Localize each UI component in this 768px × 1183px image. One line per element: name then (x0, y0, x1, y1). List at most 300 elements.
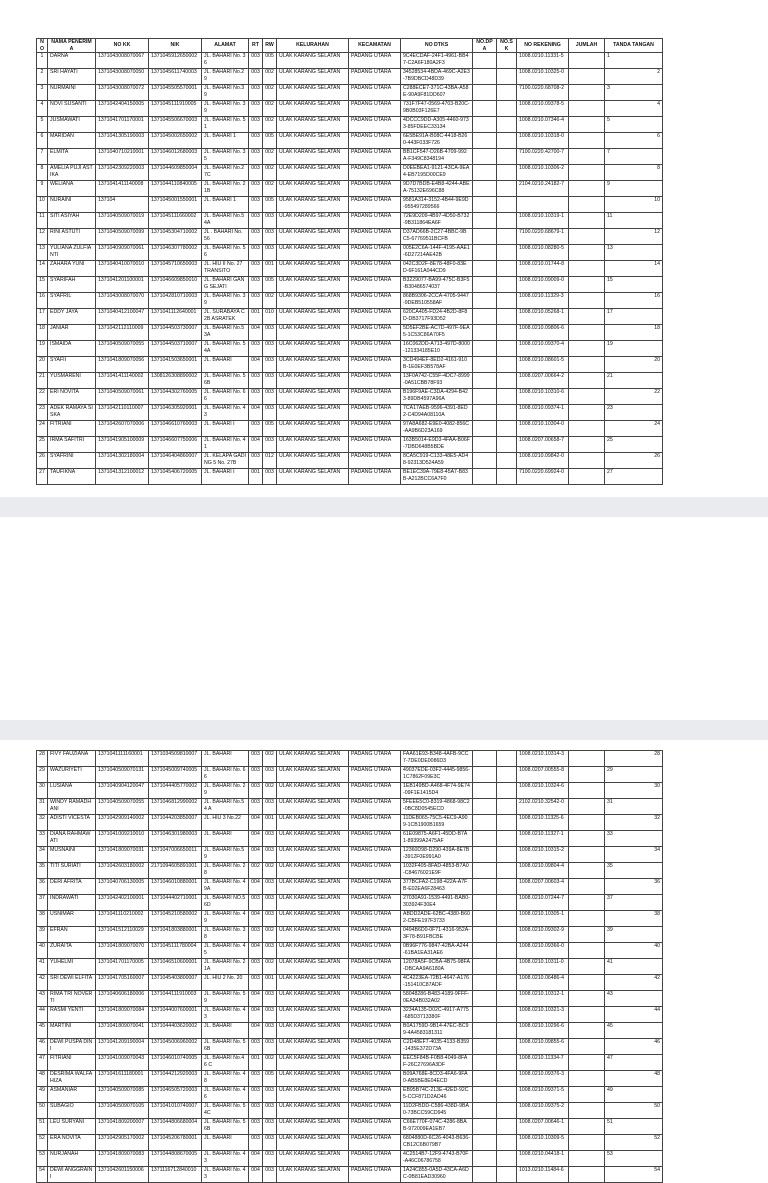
signature-cell: 16 (605, 293, 663, 309)
rt-cell: 003 (249, 117, 263, 133)
kecamatan-cell: PADANG UTARA (349, 293, 401, 309)
rt-cell: 004 (249, 357, 263, 373)
dtks-number-cell: 11DEB065-75C5-4EC9-A909-1CB1900B1659 (401, 815, 473, 831)
kecamatan-cell: PADANG UTARA (349, 117, 401, 133)
signature-cell: 36 (605, 879, 663, 895)
sk-number-cell (497, 181, 517, 197)
kk-number-cell: 1371042110110007 (96, 405, 149, 421)
sk-number-cell (497, 1023, 517, 1039)
signature-cell: 24 (605, 421, 663, 437)
kelurahan-cell: ULAK KARANG SELATAN (277, 1087, 349, 1103)
kelurahan-cell: ULAK KARANG SELATAN (277, 863, 349, 879)
signature-cell: 29 (605, 767, 663, 783)
dtks-number-cell: 97A8A682-E9E0-4082-856C-AA9B6D23A169 (401, 421, 473, 437)
signature-cell: 43 (605, 991, 663, 1007)
amount-cell (569, 309, 605, 325)
row-number-cell: 10 (37, 197, 48, 213)
account-number-cell: 1008.0207.00603-4 (517, 879, 569, 895)
dpa-number-cell (473, 1087, 497, 1103)
rw-cell: 002 (263, 751, 277, 767)
kk-number-cell: 1371040706130005 (96, 879, 149, 895)
rw-cell: 002 (263, 927, 277, 943)
kecamatan-cell: PADANG UTARA (349, 469, 401, 485)
table-row (37, 1167, 663, 1183)
page-1-blank-area (0, 517, 768, 720)
column-header: NO DTKS (401, 39, 473, 53)
dtks-number-cell: 61E09875-A6F1-45DD-B7A1-89399A2475AF (401, 831, 473, 847)
dtks-number-cell: FAA61E93-B348-4AFB-9CC7-7DE0DE0086D3 (401, 751, 473, 767)
amount-cell (569, 101, 605, 117)
row-number-cell: 25 (37, 437, 48, 453)
signature-cell: 22 (605, 389, 663, 405)
column-header: NO KK (96, 39, 149, 53)
sk-number-cell (497, 1055, 517, 1071)
kk-number-cell: 1371041809200007 (96, 1119, 149, 1135)
signature-cell: 27 (605, 469, 663, 485)
table-row (37, 53, 663, 69)
address-cell: JL. BAHARI (202, 1135, 249, 1151)
kecamatan-cell: PADANG UTARA (349, 309, 401, 325)
nik-number-cell: 1371046510600001 (149, 959, 202, 975)
kk-number-cell: 1371040509070105 (96, 1103, 149, 1119)
table-row (37, 1087, 663, 1103)
kk-number-cell: 1371042607070006 (96, 421, 149, 437)
kelurahan-cell: ULAK KARANG SELATAN (277, 197, 349, 213)
kelurahan-cell: ULAK KARANG SELATAN (277, 261, 349, 277)
account-number-cell: 1008.0207.00646-1 (517, 1119, 569, 1135)
table-row (37, 341, 663, 357)
document-page-1 (0, 0, 768, 497)
rt-cell: 003 (249, 149, 263, 165)
amount-cell (569, 277, 605, 293)
kecamatan-cell: PADANG UTARA (349, 85, 401, 101)
table-row (37, 309, 663, 325)
signature-cell: 50 (605, 1103, 663, 1119)
account-number-cell: 1008.0210.04418-1 (517, 1151, 569, 1167)
account-number-cell: 1008.0210.11325-6 (517, 815, 569, 831)
kecamatan-cell: PADANG UTARA (349, 895, 401, 911)
kecamatan-cell: PADANG UTARA (349, 1055, 401, 1071)
rw-cell: 005 (263, 421, 277, 437)
kelurahan-cell: ULAK KARANG SELATAN (277, 293, 349, 309)
rw-cell: 003 (263, 1087, 277, 1103)
kk-number-cell: 1371041512110029 (96, 927, 149, 943)
kelurahan-cell: ULAK KARANG SELATAN (277, 895, 349, 911)
sk-number-cell (497, 1007, 517, 1023)
recipient-name-cell: MARTINI (48, 1023, 96, 1039)
kecamatan-cell: PADANG UTARA (349, 943, 401, 959)
table-row (37, 991, 663, 1007)
recipient-name-cell: SYARIFAH (48, 277, 96, 293)
kk-number-cell: 1371043008070067 (96, 53, 149, 69)
sk-number-cell (497, 213, 517, 229)
column-header: KECAMATAN (349, 39, 401, 53)
dpa-number-cell (473, 1007, 497, 1023)
amount-cell (569, 1007, 605, 1023)
account-number-cell: 1008.0210.10305-1 (517, 911, 569, 927)
table-row (37, 1103, 663, 1119)
kecamatan-cell: PADANG UTARA (349, 1167, 401, 1183)
address-cell: JL. BAHARI No. 59 (202, 991, 249, 1007)
signature-cell: 5 (605, 117, 663, 133)
row-number-cell: 19 (37, 341, 48, 357)
rw-cell: 001 (263, 261, 277, 277)
kecamatan-cell: PADANG UTARA (349, 863, 401, 879)
sk-number-cell (497, 53, 517, 69)
sk-number-cell (497, 959, 517, 975)
row-number-cell: 35 (37, 863, 48, 879)
nik-number-cell: 1371044503710007 (149, 341, 202, 357)
dpa-number-cell (473, 437, 497, 453)
column-header: JUMLAH (569, 39, 605, 53)
row-number-cell: 4 (37, 101, 48, 117)
rw-cell: 005 (263, 53, 277, 69)
sk-number-cell (497, 277, 517, 293)
table-row (37, 85, 663, 101)
table-row (37, 831, 663, 847)
row-number-cell: 54 (37, 1167, 48, 1183)
kelurahan-cell: ULAK KARANG SELATAN (277, 389, 349, 405)
amount-cell (569, 975, 605, 991)
amount-cell (569, 959, 605, 975)
address-cell: JL. HIU II No. 27 TRANSITO (202, 261, 249, 277)
kecamatan-cell: PADANG UTARA (349, 1151, 401, 1167)
nik-number-cell: 1371044402710001 (149, 895, 202, 911)
dpa-number-cell (473, 453, 497, 469)
table-row (37, 453, 663, 469)
account-number-cell: 1008.0210.05268-1 (517, 309, 569, 325)
signature-cell: 1 (605, 53, 663, 69)
amount-cell (569, 895, 605, 911)
kelurahan-cell: ULAK KARANG SELATAN (277, 911, 349, 927)
dpa-number-cell (473, 1151, 497, 1167)
address-cell: JL. KELAPA GADING 5 No. 27B (202, 453, 249, 469)
dtks-number-cell: 731F7F47-0569-4703-B20C-9B0B03F126E7 (401, 101, 473, 117)
table-row (37, 101, 663, 117)
recipient-table-page-1 (36, 38, 663, 485)
account-number-cell: 2102.0210.32542-0 (517, 799, 569, 815)
kecamatan-cell: PADANG UTARA (349, 245, 401, 261)
kecamatan-cell: PADANG UTARA (349, 911, 401, 927)
kk-number-cell: 1371041009070043 (96, 1055, 149, 1071)
table-row (37, 751, 663, 767)
kelurahan-cell: ULAK KARANG SELATAN (277, 1119, 349, 1135)
recipient-table-page-2 (36, 750, 663, 1183)
address-cell: JL. BAHARI No.54 A (202, 799, 249, 815)
page-gap (0, 720, 768, 740)
amount-cell (569, 357, 605, 373)
rt-cell: 003 (249, 293, 263, 309)
table-row (37, 959, 663, 975)
kecamatan-cell: PADANG UTARA (349, 437, 401, 453)
rt-cell: 001 (249, 469, 263, 485)
kecamatan-cell: PADANG UTARA (349, 229, 401, 245)
recipient-name-cell: ZURAITA (48, 943, 96, 959)
column-header: RW (263, 39, 277, 53)
table-row (37, 181, 663, 197)
amount-cell (569, 341, 605, 357)
sk-number-cell (497, 927, 517, 943)
amount-cell (569, 229, 605, 245)
address-cell: JL. BAHARI No. 43 (202, 1151, 249, 1167)
address-cell: JL. BAHARI (202, 831, 249, 847)
dpa-number-cell (473, 863, 497, 879)
kecamatan-cell: PADANG UTARA (349, 373, 401, 389)
rw-cell: 003 (263, 245, 277, 261)
kecamatan-cell: PADANG UTARA (349, 213, 401, 229)
dtks-number-cell: 4DCCC9DD-A305-4460-9733-85FDEEC33134 (401, 117, 473, 133)
recipient-name-cell: NOVI SUSANTI (48, 101, 96, 117)
recipient-name-cell: SRI HAYATI (48, 69, 96, 85)
rw-cell: 003 (263, 1007, 277, 1023)
dtks-number-cell: BE1EC39A-79E8-45A7-B83B-A212BCC6A7F0 (401, 469, 473, 485)
rt-cell: 003 (249, 1071, 263, 1087)
signature-cell: 35 (605, 863, 663, 879)
kecamatan-cell: PADANG UTARA (349, 1135, 401, 1151)
row-number-cell: 49 (37, 1087, 48, 1103)
recipient-name-cell: NURMAINI (48, 85, 96, 101)
rt-cell: 003 (249, 389, 263, 405)
dtks-number-cell: 34528534-4BDA-469C-A2E3-7B9DBCD48D39 (401, 69, 473, 85)
rw-cell: 002 (263, 149, 277, 165)
sk-number-cell (497, 293, 517, 309)
dtks-number-cell: 12360D98-D290-439A-8E7B-3912F0E991A0 (401, 847, 473, 863)
amount-cell (569, 1167, 605, 1183)
nik-number-cell: 1371044405770002 (149, 783, 202, 799)
rt-cell: 003 (249, 1103, 263, 1119)
account-number-cell: 1008.0210.10315-2 (517, 847, 569, 863)
recipient-name-cell: ADISTI VICESTA (48, 815, 96, 831)
rt-cell: 003 (249, 799, 263, 815)
column-header: NIK (149, 39, 202, 53)
dpa-number-cell (473, 895, 497, 911)
row-number-cell: 22 (37, 389, 48, 405)
recipient-name-cell: LEU SURYANI (48, 1119, 96, 1135)
signature-cell: 39 (605, 927, 663, 943)
kelurahan-cell: ULAK KARANG SELATAN (277, 1007, 349, 1023)
kelurahan-cell: ULAK KARANG SELATAN (277, 149, 349, 165)
sk-number-cell (497, 437, 517, 453)
rt-cell: 003 (249, 751, 263, 767)
dpa-number-cell (473, 959, 497, 975)
amount-cell (569, 927, 605, 943)
kk-number-cell: 1371041411140008 (96, 181, 149, 197)
dpa-number-cell (473, 1119, 497, 1135)
dtks-number-cell: D37AD66B-2C27-4BBC-9BC5-67769511BCFB (401, 229, 473, 245)
kelurahan-cell: ULAK KARANG SELATAN (277, 165, 349, 181)
account-number-cell: 1008.0207.00664-2 (517, 373, 569, 389)
rw-cell: 002 (263, 1055, 277, 1071)
rt-cell: 003 (249, 453, 263, 469)
account-number-cell: 1008.0210.07244-7 (517, 895, 569, 911)
account-number-cell: 1008.0210.09375-2 (517, 1103, 569, 1119)
nik-number-cell: 1371045403800007 (149, 975, 202, 991)
kecamatan-cell: PADANG UTARA (349, 847, 401, 863)
dpa-number-cell (473, 357, 497, 373)
row-number-cell: 43 (37, 991, 48, 1007)
account-number-cell: 1008.0210.09370-4 (517, 341, 569, 357)
nik-number-cell: 1371044110840005 (149, 181, 202, 197)
nik-number-cell: 1371045210580002 (149, 911, 202, 927)
table-row (37, 261, 663, 277)
rw-cell: 003 (263, 847, 277, 863)
recipient-name-cell: ISMAIDA (48, 341, 96, 357)
signature-cell: 6 (605, 133, 663, 149)
dtks-number-cell: 0B96F776-9847-42BA-A244-61BA1EA31AE6 (401, 943, 473, 959)
kecamatan-cell: PADANG UTARA (349, 975, 401, 991)
signature-cell: 41 (605, 959, 663, 975)
address-cell: JL. BAHARI No. 35 (202, 149, 249, 165)
kecamatan-cell: PADANG UTARA (349, 325, 401, 341)
recipient-name-cell: DEWI ANGGRAINI (48, 1167, 96, 1183)
kk-number-cell: 1371041302180004 (96, 453, 149, 469)
kelurahan-cell: ULAK KARANG SELATAN (277, 229, 349, 245)
kelurahan-cell: ULAK KARANG SELATAN (277, 927, 349, 943)
dtks-number-cell: 13F0A742-C55F-4DC7-8999-0A51CBB78F93 (401, 373, 473, 389)
nik-number-cell: 1371045111780004 (149, 943, 202, 959)
row-number-cell: 11 (37, 213, 48, 229)
row-number-cell: 16 (37, 293, 48, 309)
kk-number-cell: 1371040710210001 (96, 149, 149, 165)
signature-cell: 9 (605, 181, 663, 197)
kecamatan-cell: PADANG UTARA (349, 101, 401, 117)
rw-cell: 003 (263, 469, 277, 485)
kk-number-cell: 1371040509070055 (96, 341, 149, 357)
row-number-cell: 41 (37, 959, 48, 975)
recipient-name-cell: TAUFIKNA (48, 469, 96, 485)
kelurahan-cell: ULAK KARANG SELATAN (277, 53, 349, 69)
kecamatan-cell: PADANG UTARA (349, 1039, 401, 1055)
signature-cell: 48 (605, 1071, 663, 1087)
row-number-cell: 52 (37, 1135, 48, 1151)
nik-number-cell: 1371046010740005 (149, 1055, 202, 1071)
account-number-cell: 7100.0220.42700-7 (517, 149, 569, 165)
table-row (37, 1071, 663, 1087)
nik-number-cell: 1371045406720005 (149, 469, 202, 485)
signature-cell: 2 (605, 69, 663, 85)
row-number-cell: 9 (37, 181, 48, 197)
dpa-number-cell (473, 767, 497, 783)
rw-cell: 002 (263, 783, 277, 799)
dtks-number-cell: 1EB149BD-A468-4F74-9E74-09F1E1415D4 (401, 783, 473, 799)
dpa-number-cell (473, 1023, 497, 1039)
nik-number-cell: 1371044007600001 (149, 1007, 202, 1023)
amount-cell (569, 783, 605, 799)
dpa-number-cell (473, 181, 497, 197)
nik-number-cell: 1371046012680003 (149, 149, 202, 165)
kelurahan-cell: ULAK KARANG SELATAN (277, 357, 349, 373)
rw-cell: 003 (263, 991, 277, 1007)
sk-number-cell (497, 879, 517, 895)
account-number-cell: 7100.0220.68708-2 (517, 85, 569, 101)
kecamatan-cell: PADANG UTARA (349, 341, 401, 357)
recipient-name-cell: DEWI PUSPA DINI (48, 1039, 96, 1055)
nik-number-cell: 1371044212920003 (149, 1071, 202, 1087)
table-row (37, 1039, 663, 1055)
row-number-cell: 31 (37, 799, 48, 815)
nik-number-cell: 1371046609850010 (149, 277, 202, 293)
kk-number-cell: 1371041809070031 (96, 847, 149, 863)
sk-number-cell (497, 69, 517, 85)
kk-number-cell: 1371040509070019 (96, 213, 149, 229)
rw-cell: 003 (263, 373, 277, 389)
kelurahan-cell: ULAK KARANG SELATAN (277, 847, 349, 863)
kk-number-cell: 1371040410070010 (96, 261, 149, 277)
kelurahan-cell: ULAK KARANG SELATAN (277, 277, 349, 293)
nik-number-cell: 1371044808670005 (149, 1151, 202, 1167)
dpa-number-cell (473, 1071, 497, 1087)
row-number-cell: 1 (37, 53, 48, 69)
dpa-number-cell (473, 847, 497, 863)
amount-cell (569, 389, 605, 405)
recipient-name-cell: SYAFII (48, 357, 96, 373)
amount-cell (569, 991, 605, 1007)
kk-number-cell: 1371040412100047 (96, 309, 149, 325)
dtks-number-cell: 58048286-B483-4189-9FFF-0EA34B032A02 (401, 991, 473, 1007)
nik-number-cell: 1371044203850007 (149, 815, 202, 831)
address-cell: JL. BAHARI No. 39 (202, 293, 249, 309)
kk-number-cell: 1371042402100001 (96, 895, 149, 911)
kecamatan-cell: PADANG UTARA (349, 453, 401, 469)
kecamatan-cell: PADANG UTARA (349, 53, 401, 69)
rt-cell: 003 (249, 165, 263, 181)
recipient-name-cell: RINI ASTUTI (48, 229, 96, 245)
rt-cell: 003 (249, 85, 263, 101)
nik-number-cell: 1371045111910005 (149, 101, 202, 117)
dtks-number-cell: 5FEEE5C0-8319-4868-98C2-0BC8D0545ECD (401, 799, 473, 815)
dpa-number-cell (473, 1135, 497, 1151)
kelurahan-cell: ULAK KARANG SELATAN (277, 943, 349, 959)
row-number-cell: 23 (37, 405, 48, 421)
sk-number-cell (497, 357, 517, 373)
account-number-cell: 1008.0210.06486-4 (517, 975, 569, 991)
document-page-2 (0, 740, 768, 1180)
kk-number-cell: 1371042601150006 (96, 1167, 149, 1183)
dpa-number-cell (473, 1039, 497, 1055)
rw-cell: 003 (263, 229, 277, 245)
dtks-number-cell: 620CA405-FD24-4B2D-8F8D-DB3717F93D52 (401, 309, 473, 325)
rt-cell: 003 (249, 959, 263, 975)
dpa-number-cell (473, 53, 497, 69)
account-number-cell: 1008.0210.10310-6 (517, 389, 569, 405)
rt-cell: 003 (249, 975, 263, 991)
dtks-number-cell: 12078A5F-9CBA-4B75-98FA-DBCAA9A6180A (401, 959, 473, 975)
address-cell: JL. BAHARI No. 21A (202, 959, 249, 975)
row-number-cell: 29 (37, 767, 48, 783)
nik-number-cell: 1371041803880001 (149, 927, 202, 943)
address-cell: JL. SURABAYA C 2B ASRATEK (202, 309, 249, 325)
kk-number-cell: 1371040509070131 (96, 767, 149, 783)
address-cell: JL. BAHARI No. 43 (202, 1007, 249, 1023)
amount-cell (569, 1119, 605, 1135)
kk-number-cell: 1371043008070050 (96, 69, 149, 85)
signature-cell: 38 (605, 911, 663, 927)
recipient-name-cell: ZAHARA YUNI (48, 261, 96, 277)
sk-number-cell (497, 309, 517, 325)
row-number-cell: 30 (37, 783, 48, 799)
address-cell: JL. BAHARI No. 28 (202, 863, 249, 879)
sk-number-cell (497, 261, 517, 277)
dtks-number-cell: 9C4ECDAF-24F1-4961-BB47-C2A6F180A2F3 (401, 53, 473, 69)
dpa-number-cell (473, 133, 497, 149)
rt-cell: 003 (249, 1039, 263, 1055)
address-cell: JL. BAHARI (202, 751, 249, 767)
recipient-name-cell: EDDY JAYA (48, 309, 96, 325)
signature-cell: 18 (605, 325, 663, 341)
kelurahan-cell: ULAK KARANG SELATAN (277, 831, 349, 847)
rw-cell: 002 (263, 293, 277, 309)
row-number-cell: 28 (37, 751, 48, 767)
